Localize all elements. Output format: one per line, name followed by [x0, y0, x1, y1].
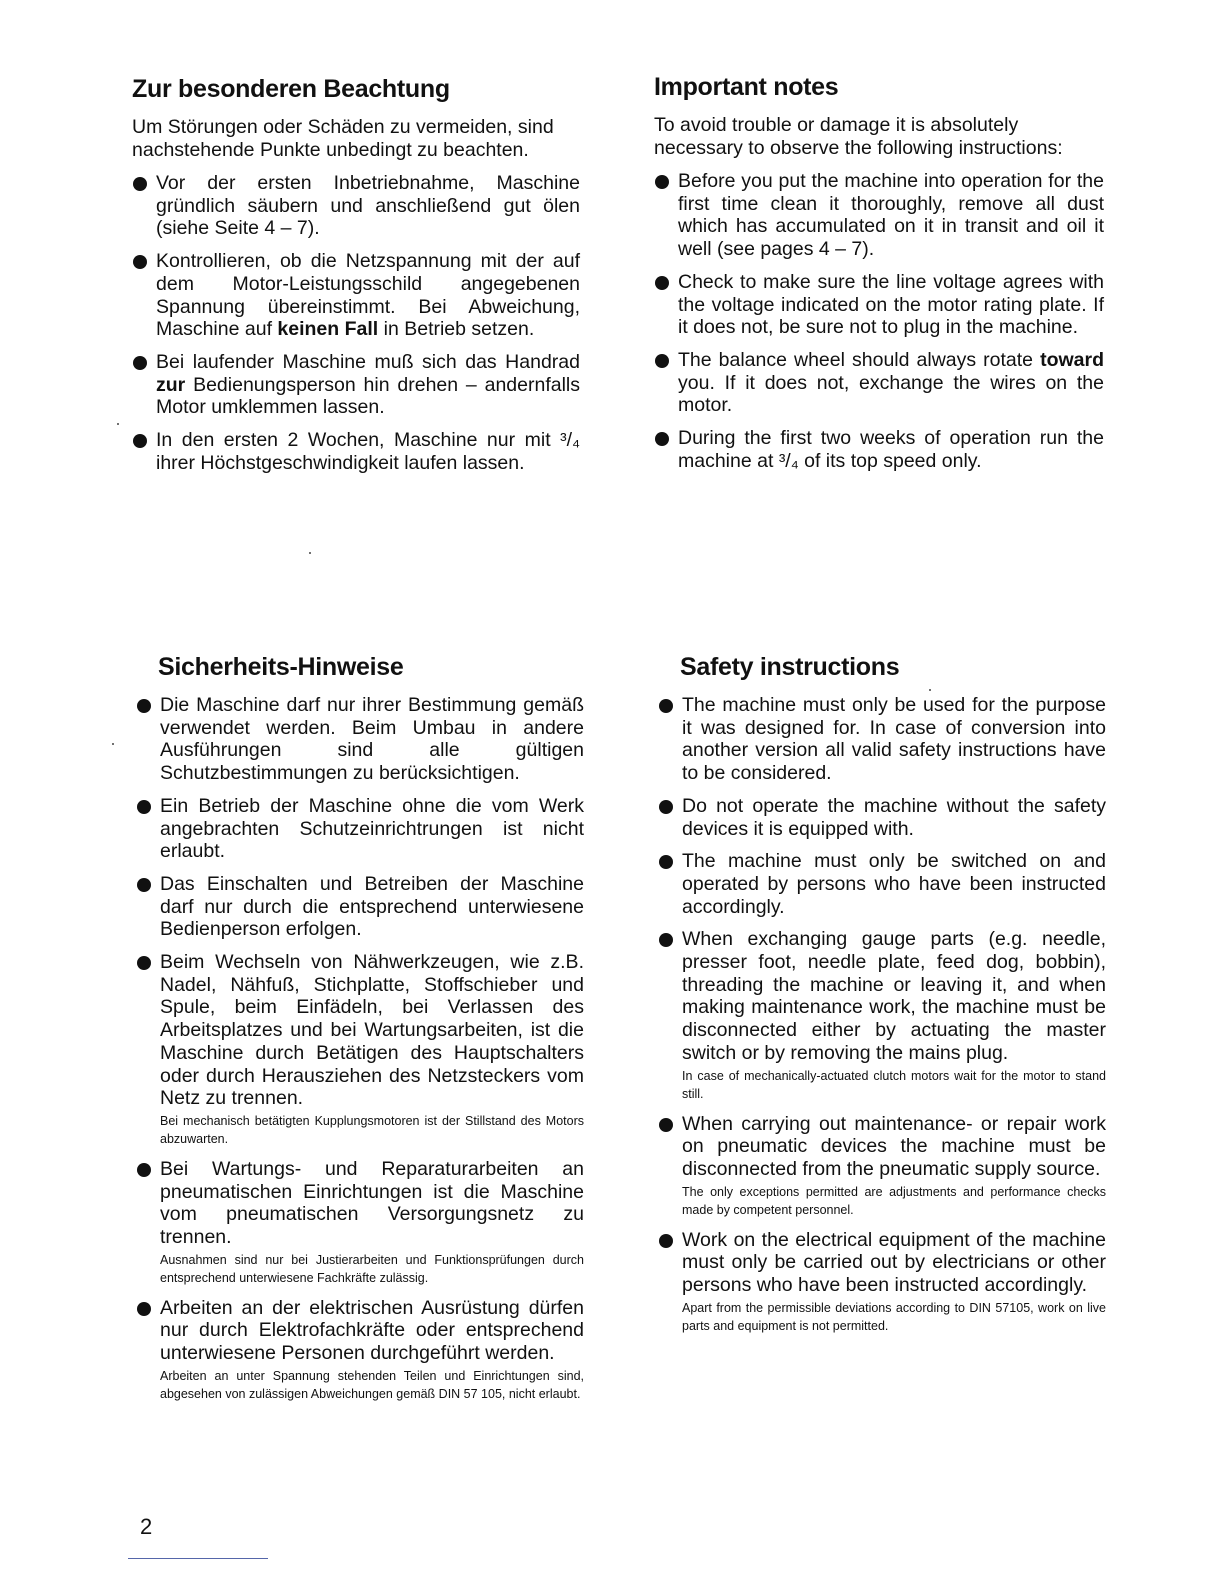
list-item — [132, 172, 580, 240]
notes-intro-english: To avoid trouble or damage it is absolutely necessary to observe the following instructions: — [654, 114, 1063, 159]
item-text: in Betrieb setzen. — [378, 318, 535, 341]
item-text: ihrer Höchstgeschwindigkeit laufen lassen. — [156, 451, 525, 474]
item-emphasis: zur — [156, 373, 186, 396]
item-text: Ein Betrieb der Maschine ohne die vom Werk angebrachten Schutzeinrichtrungen ist nicht erlaubt. — [160, 794, 584, 863]
list-item — [658, 694, 1106, 785]
bullet-icon — [659, 1234, 673, 1248]
bullet-icon — [655, 354, 669, 368]
item-note: Ausnahmen sind nur bei Justierarbeiten und Funktionsprüfungen durch entsprechend unterwiesene Fachkräfte zulässig. — [160, 1252, 584, 1285]
item-text: The balance wheel should always rotate — [678, 348, 1041, 371]
item-text: The machine must only be switched on and operated by persons who have been instructed accordingly. — [682, 850, 1106, 918]
list-item — [654, 271, 1104, 339]
safety-heading-english: Safety instructions — [680, 653, 900, 681]
item-text: Das Einschalten und Betreiben der Maschine darf nur durch die entsprechend unterwiesene Bedienperson erfolgen. — [160, 872, 584, 941]
bullet-icon — [655, 432, 669, 446]
item-text: Beim Wechseln von Nähwerkzeugen, wie z.B. Nadel, Nähfuß, Stichplatte, Stoffschieber und Spule, beim Einfädeln, bei Verlassen des Arbeitsplatzes und bei Wartungsarbeiten, ist die Maschine durch Betätigen des Hauptschalters oder durch Herausziehen des Netzsteckers vom Netz zu trennen. — [160, 951, 584, 1110]
item-note: The only exceptions permitted are adjustments and performance checks made by competent personnel. — [682, 1184, 1106, 1217]
safety-section-german — [136, 652, 584, 1403]
item-text: When exchanging gauge parts (e.g. needle, presser foot, needle plate, feed dog, bobbin), threading the machine or leaving it, and when making maintenance work, the machine must be disconnected either by actuating the master switch or by removing the mains plug. — [682, 928, 1106, 1064]
item-note: Arbeiten an unter Spannung stehenden Teilen und Einrichtungen sind, abgesehen von zulässigen Abweichungen gemäß DIN 57 105, nicht erlaubt. — [160, 1368, 584, 1401]
notes-heading-english: Important notes — [654, 73, 839, 101]
item-text: The machine must only be used for the purpose it was designed for. In case of conversion into another version all valid safety instructions have to be considered. — [682, 694, 1106, 785]
safety-list-english — [658, 694, 1106, 1335]
item-text: When carrying out maintenance- or repair work on pneumatic devices the machine must be disconnected from the pneumatic supply source. — [682, 1112, 1106, 1180]
bullet-icon — [133, 177, 147, 191]
safety-list-german — [136, 694, 584, 1403]
bullet-icon — [137, 1302, 151, 1316]
scan-speck — [117, 423, 119, 425]
item-text: In den ersten 2 Wochen, Maschine nur mit — [156, 429, 561, 452]
item-text: Die Maschine darf nur ihrer Bestimmung gemäß verwendet werden. Beim Umbau in andere Ausführungen sind alle gültigen Schutzbestimmungen zu berücksichtigen. — [160, 694, 584, 785]
bullet-icon — [137, 800, 151, 814]
bullet-icon — [133, 434, 147, 448]
item-text: you. If it does not, exchange the wires on the motor. — [678, 371, 1104, 417]
safety-heading-german: Sicherheits-Hinweise — [158, 653, 404, 681]
list-item — [658, 850, 1106, 918]
list-item — [136, 873, 584, 941]
fraction: ³/₄ — [778, 449, 799, 472]
list-item — [136, 795, 584, 863]
notes-section-english — [654, 72, 1104, 472]
item-text: Do not operate the machine without the safety devices it is equipped with. — [682, 794, 1106, 840]
list-item — [654, 427, 1104, 472]
safety-section-english — [658, 652, 1106, 1335]
item-emphasis: keinen Fall — [277, 318, 379, 341]
bullet-icon — [137, 878, 151, 892]
page-number: 2 — [140, 1514, 153, 1539]
list-item — [136, 694, 584, 785]
item-text: Bedienungsperson hin drehen – andernfalls Motor umklemmen lassen. — [156, 373, 580, 419]
bullet-icon — [659, 699, 673, 713]
item-note: In case of mechanically-actuated clutch motors wait for the motor to stand still. — [682, 1068, 1106, 1101]
item-text: Vor der ersten Inbetriebnahme, Maschine gründlich säubern und anschließend gut ölen (siehe Seite 4 – 7). — [156, 172, 580, 240]
list-item — [654, 170, 1104, 261]
bullet-icon — [133, 255, 147, 269]
list-item — [132, 429, 580, 474]
item-text: Check to make sure the line voltage agrees with the voltage indicated on the motor rating plate. If it does not, be sure not to plug in the machine. — [678, 270, 1104, 339]
item-text: Kontrollieren, ob die Netzspannung mit der auf dem Motor-Leistungsschild angegebenen Spannung übereinstimmt. Bei Abweichung, Maschine auf — [156, 250, 580, 341]
list-item — [136, 951, 584, 1148]
bullet-icon — [659, 800, 673, 814]
item-text: Bei laufender Maschine muß sich das Handrad — [156, 350, 580, 373]
scan-speck — [112, 743, 114, 745]
list-item — [132, 250, 580, 341]
list-item — [658, 795, 1106, 840]
item-text: Before you put the machine into operation for the first time clean it thoroughly, remove all dust which has accumulated on it in transit and oil it well (see pages 4 – 7). — [678, 170, 1104, 261]
fraction: ³/₄ — [560, 429, 580, 452]
notes-list-german — [132, 172, 580, 474]
item-note: Apart from the permissible deviations according to DIN 57105, work on live parts and equipment is not permitted. — [682, 1300, 1106, 1333]
list-item — [658, 928, 1106, 1102]
item-text: Bei Wartungs- und Reparaturarbeiten an pneumatischen Einrichtungen ist die Maschine vom pneumatischen Versorgungsnetz zu trennen. — [160, 1157, 584, 1249]
list-item — [654, 349, 1104, 417]
list-item — [658, 1113, 1106, 1219]
bullet-icon — [659, 855, 673, 869]
bullet-icon — [659, 1118, 673, 1132]
bullet-icon — [137, 699, 151, 713]
bullet-icon — [655, 175, 669, 189]
item-note: Bei mechanisch betätigten Kupplungsmotoren ist der Stillstand des Motors abzuwarten. — [160, 1113, 584, 1146]
notes-list-english — [654, 170, 1104, 472]
item-text: Work on the electrical equipment of the machine must only be carried out by electricians or other persons who have been instructed accordingly. — [682, 1228, 1106, 1297]
scan-speck — [309, 552, 311, 554]
footer-rule — [128, 1558, 268, 1559]
bullet-icon — [655, 276, 669, 290]
notes-section-german — [132, 74, 580, 474]
notes-heading-german: Zur besonderen Beachtung — [132, 75, 450, 103]
bullet-icon — [137, 956, 151, 970]
list-item — [132, 351, 580, 419]
bullet-icon — [133, 356, 147, 370]
scan-speck — [929, 689, 931, 691]
item-text: During the first two weeks of operation run the machine at — [678, 427, 1104, 472]
bullet-icon — [659, 933, 673, 947]
list-item — [136, 1158, 584, 1287]
bullet-icon — [137, 1163, 151, 1177]
item-text: Arbeiten an der elektrischen Ausrüstung dürfen nur durch Elektrofachkräfte oder entsprechend unterwiesene Personen durchgeführt werden. — [160, 1296, 584, 1365]
item-text: of its top speed only. — [798, 449, 982, 472]
list-item — [658, 1229, 1106, 1335]
notes-intro-german: Um Störungen oder Schäden zu vermeiden, sind nachstehende Punkte unbedingt zu beachten. — [132, 116, 554, 161]
item-emphasis: toward — [1040, 348, 1104, 371]
list-item — [136, 1297, 584, 1403]
